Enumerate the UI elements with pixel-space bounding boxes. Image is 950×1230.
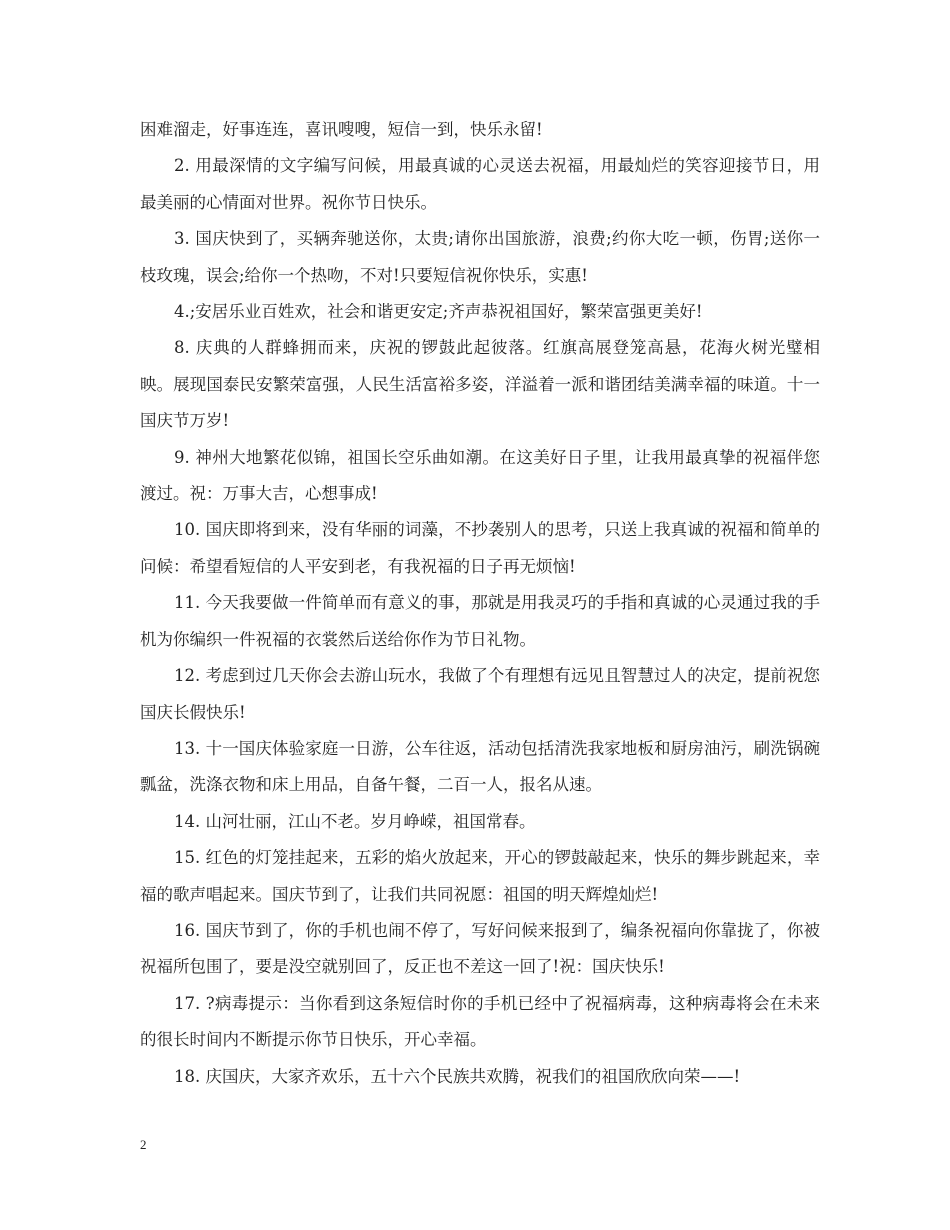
- paragraph-item-4: 4.;安居乐业百姓欢，社会和谐更安定;齐声恭祝祖国好，繁荣富强更美好!: [174, 302, 703, 322]
- paragraph-item-8: 8. 庆典的人群蜂拥而来，庆祝的锣鼓此起彼落。红旗高展登笼高悬，花海火树光璧相映。展现国泰民安繁荣富强，人民生活富裕多姿，洋溢着一派和谐团结美满幸福的味道。十一国庆节万岁!: [140, 338, 820, 431]
- paragraph-item-16: 16. 国庆节到了，你的手机也闹不停了，写好问候来报到了，编条祝福向你靠拢了，你被祝福所包围了，要是没空就别回了，反正也不差这一回了!祝：国庆快乐!: [140, 920, 820, 977]
- paragraph-item-3: 3. 国庆快到了，买辆奔驰送你，太贵;请你出国旅游，浪费;约你大吃一顿，伤胃;送你一枝玫瑰，误会;给你一个热吻，不对!只要短信祝你快乐，实惠!: [140, 229, 820, 285]
- paragraph-item-10: 10. 国庆即将到来，没有华丽的词藻，不抄袭别人的思考，只送上我真诚的祝福和简单的问候：希望看短信的人平安到老，有我祝福的日子再无烦恼!: [140, 520, 820, 576]
- paragraph-item-2: 2. 用最深情的文字编写问候，用最真诚的心灵送去祝福，用最灿烂的笑容迎接节日，用最美丽的心情面对世界。祝你节日快乐。: [140, 156, 820, 212]
- paragraph-item-15: 15. 红色的灯笼挂起来，五彩的焰火放起来，开心的锣鼓敲起来，快乐的舞步跳起来，幸福的歌声唱起来。国庆节到了，让我们共同祝愿：祖国的明天辉煌灿烂!: [140, 848, 820, 904]
- paragraph-item-17: 17. ?病毒提示：当你看到这条短信时你的手机已经中了祝福病毒，这种病毒将会在未来的很长时间内不断提示你节日快乐，开心幸福。: [140, 993, 820, 1050]
- page-body: [140, 112, 820, 1095]
- paragraph-item-14: 14. 山河壮丽，江山不老。岁月峥嵘，祖国常春。: [174, 811, 536, 831]
- paragraph-item-12: 12. 考虑到过几天你会去游山玩水，我做了个有理想有远见且智慧过人的决定，提前祝您国庆长假快乐!: [140, 666, 820, 722]
- paragraph-continuation: 困难溜走，好事连连，喜讯嗖嗖，短信一到，快乐永留!: [140, 120, 543, 139]
- page-number: 2: [140, 1137, 147, 1152]
- paragraph-item-9: 9. 神州大地繁花似锦，祖国长空乐曲如潮。在这美好日子里，让我用最真挚的祝福伴您渡过。祝：万事大吉，心想事成!: [140, 447, 820, 504]
- paragraph-item-18: 18. 庆国庆，大家齐欢乐，五十六个民族共欢腾，祝我们的祖国欣欣向荣——!: [174, 1066, 741, 1086]
- paragraph-item-13: 13. 十一国庆体验家庭一日游，公车往返，活动包括清洗我家地板和厨房油污，刷洗锅碗瓢盆，洗涤衣物和床上用品，自备午餐，二百一人，报名从速。: [140, 738, 820, 795]
- paragraph-item-11: 11. 今天我要做一件简单而有意义的事，那就是用我灵巧的手指和真诚的心灵通过我的手机为你编织一件祝福的衣裳然后送给你作为节日礼物。: [140, 593, 820, 649]
